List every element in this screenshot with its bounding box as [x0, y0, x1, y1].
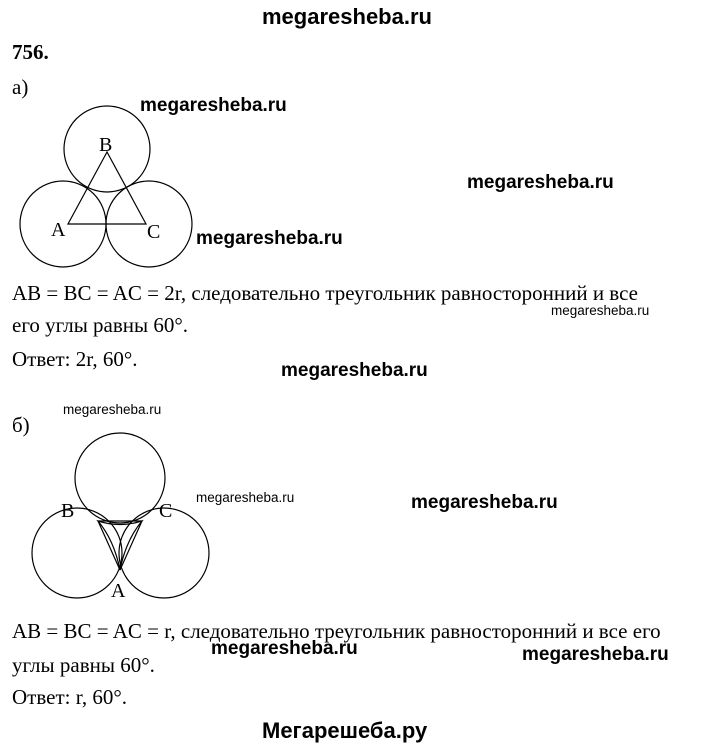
watermark: megaresheba.ru [211, 638, 358, 659]
part-b-side-ba [98, 521, 120, 570]
watermark: megaresheba.ru [467, 172, 614, 193]
part-b-text-line2: углы равны 60°. [12, 653, 155, 677]
part-b-vertex-c: C [159, 500, 173, 522]
part-b-label: б) [12, 413, 30, 437]
part-a-vertex-a: A [51, 219, 66, 241]
watermark: megaresheba.ru [281, 360, 428, 381]
problem-number: 756. [12, 40, 49, 64]
part-b-vertex-a: A [111, 580, 126, 602]
watermark: megaresheba.ru [551, 303, 650, 318]
watermark: megaresheba.ru [196, 490, 295, 505]
part-a-text-line2: его углы равны 60°. [12, 313, 189, 337]
part-a-answer: Ответ: 2r, 60°. [12, 347, 138, 371]
part-a-label: а) [12, 75, 29, 99]
watermark: megaresheba.ru [522, 644, 669, 665]
watermark: megaresheba.ru [411, 492, 558, 513]
watermark: megaresheba.ru [63, 402, 162, 417]
part-a-vertex-c: C [147, 221, 161, 243]
part-b-vertex-b: B [61, 500, 75, 522]
part-a-vertex-b: B [99, 134, 113, 156]
part-a-text-line1: AB = BC = AC = 2r, следовательно треугольник равносторонний и все [12, 281, 639, 305]
part-b-side-ca [120, 521, 142, 570]
part-b-answer: Ответ: r, 60°. [12, 685, 128, 709]
part-b-text-line1: AB = BC = AC = r, следовательно треугольник равносторонний и все его [12, 619, 661, 643]
watermark: megaresheba.ru [140, 95, 287, 116]
header-site-title: megaresheba.ru [262, 4, 432, 29]
watermark: megaresheba.ru [196, 228, 343, 249]
footer-site-title: Мегарешеба.ру [262, 718, 428, 743]
